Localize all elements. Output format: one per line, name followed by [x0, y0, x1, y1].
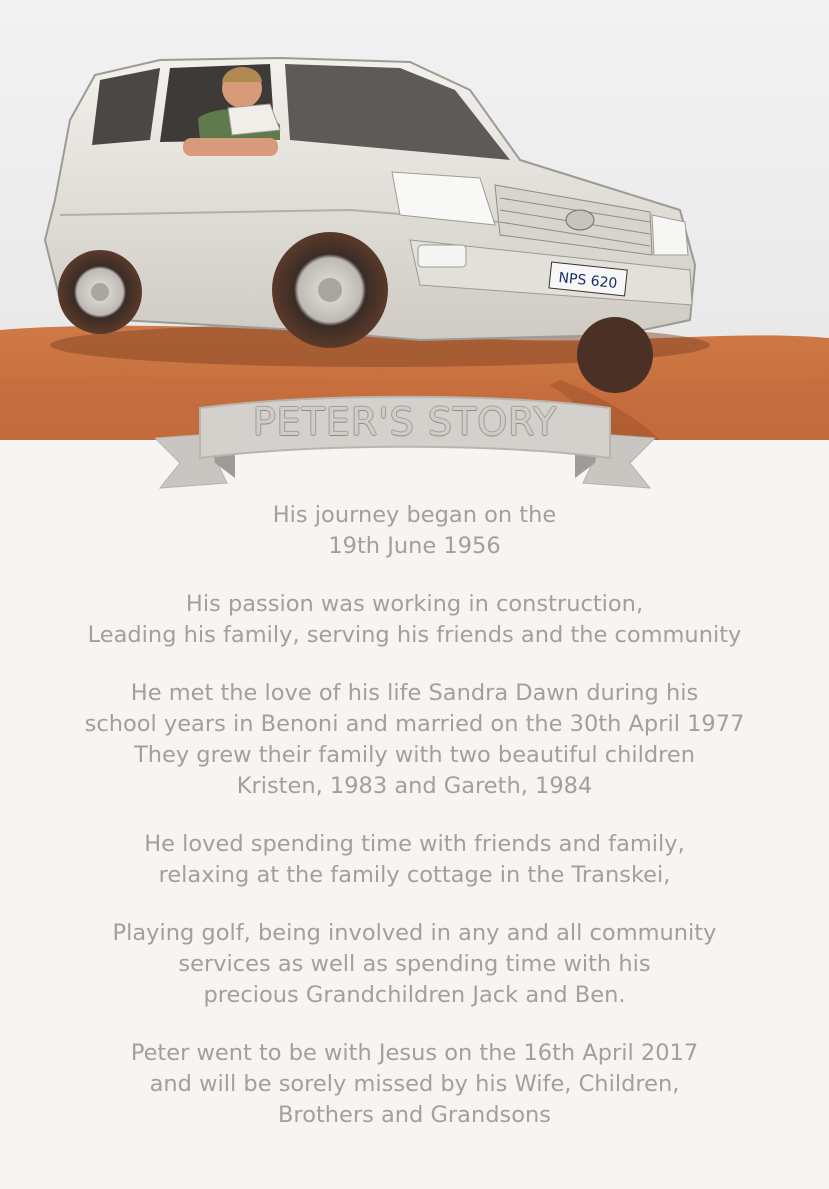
story-paragraph [0, 589, 829, 651]
story-line: They grew their family with two beautiful children [133, 742, 696, 768]
story-line: His journey began on the [272, 502, 557, 528]
story-paragraph [0, 829, 829, 891]
story-paragraph [0, 500, 829, 562]
page-title: PETER'S STORY [252, 400, 558, 444]
story-line: His passion was working in construction, [185, 591, 644, 617]
story-line: and will be sorely missed by his Wife, Children, [149, 1071, 680, 1097]
story-paragraph [0, 1038, 829, 1131]
story-line: Leading his family, serving his friends and the community [87, 622, 742, 648]
story-paragraph [0, 678, 829, 802]
story-line: Playing golf, being involved in any and all community [112, 920, 717, 946]
story-line: He loved spending time with friends and family, [144, 831, 685, 857]
story-line: Peter went to be with Jesus on the 16th April 2017 [130, 1040, 699, 1066]
story-line: relaxing at the family cottage in the Transkei, [158, 862, 671, 888]
story-line: school years in Benoni and married on the 30th April 1977 [84, 711, 745, 737]
story-line: Kristen, 1983 and Gareth, 1984 [236, 773, 593, 799]
license-plate: NPS 620 [557, 269, 619, 293]
story-line: precious Grandchildren Jack and Ben. [203, 982, 626, 1008]
front-wheel [272, 232, 388, 348]
story-line: He met the love of his life Sandra Dawn during his [130, 680, 699, 706]
header-photo [0, 0, 829, 440]
story-text [0, 500, 829, 1158]
far-wheel [577, 317, 653, 393]
story-line: Brothers and Grandsons [278, 1102, 551, 1128]
story-line: services as well as spending time with his [178, 951, 651, 977]
story-paragraph [0, 918, 829, 1011]
story-line: 19th June 1956 [328, 533, 501, 559]
rear-wheel [58, 250, 142, 334]
